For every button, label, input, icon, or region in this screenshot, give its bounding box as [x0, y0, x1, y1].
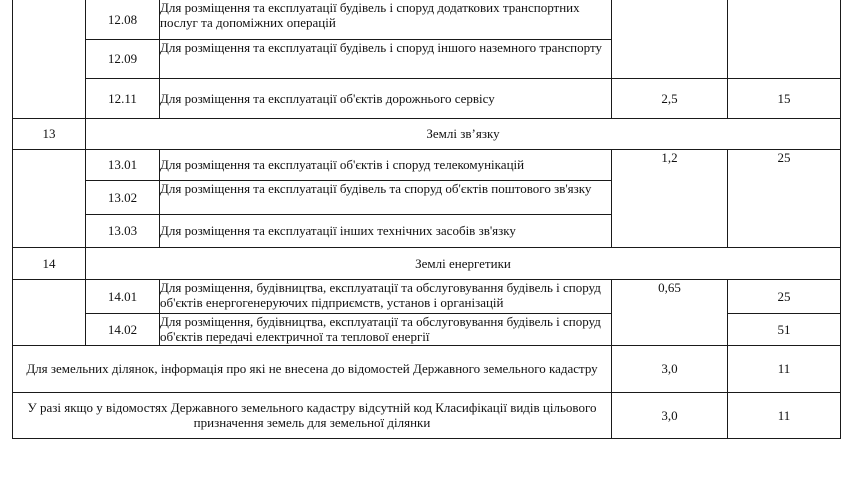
coefficient-cell: 0,65 — [612, 279, 728, 345]
coefficient-cell: 1,2 — [612, 149, 728, 247]
table-row — [13, 279, 841, 313]
description-cell: Для розміщення та експлуатації об'єктів дорожнього сервісу — [160, 78, 612, 118]
group-number-cell — [13, 149, 86, 247]
coefficient-cell: 2,5 — [612, 78, 728, 118]
coefficient-cell — [612, 0, 728, 78]
description-cell: Для розміщення та експлуатації будівель і споруд іншого наземного транспорту — [160, 39, 612, 78]
code-cell: 14.01 — [86, 279, 160, 313]
rate-cell: 25 — [728, 279, 841, 313]
coefficient-cell: 3,0 — [612, 392, 728, 438]
description-cell: Для розміщення та експлуатації інших технічних засобів зв'язку — [160, 214, 612, 247]
description-cell: Для розміщення, будівництва, експлуатації та обслуговування будівель і споруд об'єктів енергогенеруючих підприємств, установ і організацій — [160, 279, 612, 313]
rate-cell: 25 — [728, 149, 841, 247]
description-cell: Для розміщення та експлуатації об'єктів і споруд телекомунікацій — [160, 149, 612, 180]
note-row — [13, 345, 841, 392]
code-cell: 13.01 — [86, 149, 160, 180]
table-row — [13, 149, 841, 180]
code-cell: 14.02 — [86, 313, 160, 345]
section-number-cell: 13 — [13, 118, 86, 149]
coefficient-cell: 3,0 — [612, 345, 728, 392]
section-title-cell: Землі енергетики — [86, 247, 841, 279]
table-row — [13, 0, 841, 39]
rate-cell — [728, 0, 841, 78]
note-cell: У разі якщо у відомостях Державного земельного кадастру відсутній код Класифікації видів цільового призначення земель для земельної ділянки — [13, 392, 612, 438]
rate-cell: 15 — [728, 78, 841, 118]
section-row — [13, 247, 841, 279]
note-row — [13, 392, 841, 438]
description-cell: Для розміщення, будівництва, експлуатації та обслуговування будівель і споруд об'єктів передачі електричної та теплової енергії — [160, 313, 612, 345]
group-number-cell — [13, 279, 86, 345]
section-row — [13, 118, 841, 149]
code-cell: 13.02 — [86, 180, 160, 214]
section-number-cell: 14 — [13, 247, 86, 279]
table-row — [13, 78, 841, 118]
rate-cell: 11 — [728, 345, 841, 392]
code-cell: 12.09 — [86, 39, 160, 78]
rate-cell: 51 — [728, 313, 841, 345]
description-cell: Для розміщення та експлуатації будівель і споруд додаткових транспортних послуг та допоміжних операцій — [160, 0, 612, 39]
code-cell: 13.03 — [86, 214, 160, 247]
rate-cell: 11 — [728, 392, 841, 438]
description-cell: Для розміщення та експлуатації будівель та споруд об'єктів поштового зв'язку — [160, 180, 612, 214]
code-cell: 12.08 — [86, 0, 160, 39]
land-tax-rates-table — [12, 0, 841, 439]
section-title-cell: Землі зв’язку — [86, 118, 841, 149]
code-cell: 12.11 — [86, 78, 160, 118]
note-cell: Для земельних ділянок, інформація про які не внесена до відомостей Державного земельного кадастру — [13, 345, 612, 392]
group-number-cell — [13, 0, 86, 118]
